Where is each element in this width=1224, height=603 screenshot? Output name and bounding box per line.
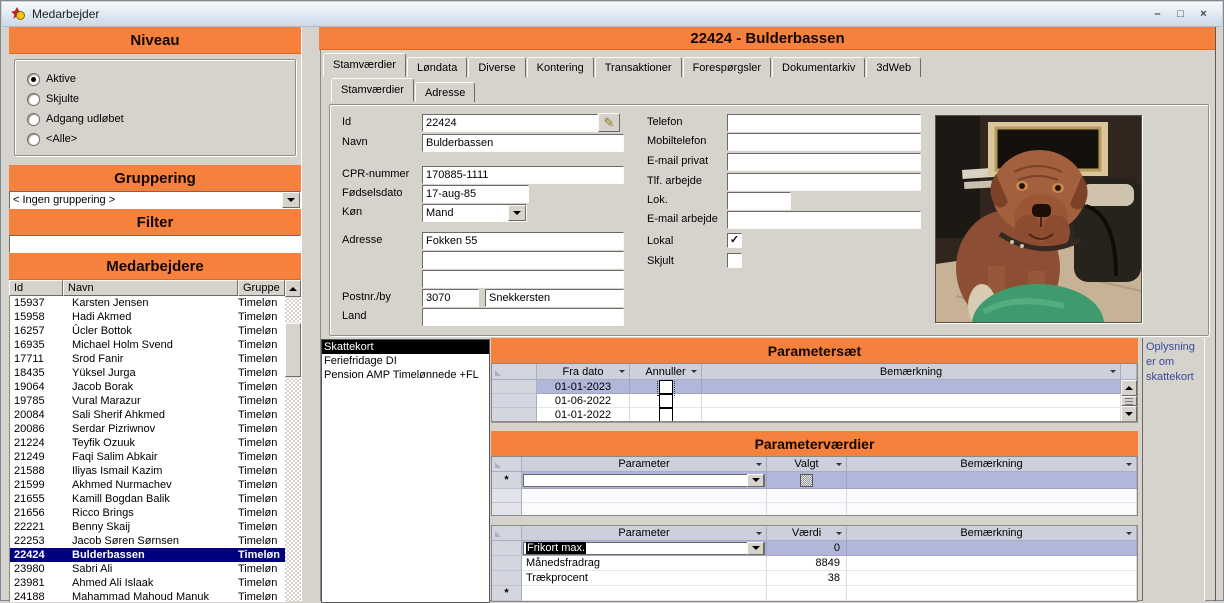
table-row[interactable]: 01-01-2023 [492, 380, 1137, 394]
window-edge [1215, 27, 1216, 601]
mobiltelefon-label: Mobiltelefon [647, 135, 707, 147]
table-row[interactable]: 21655 Kamill Bogdan Balik Timeløn [14, 493, 278, 505]
kon-select[interactable] [422, 204, 527, 222]
telefon-label: Telefon [647, 116, 683, 128]
medarbejdere-header [9, 253, 301, 280]
table-row[interactable]: Trækprocent 38 [492, 571, 1137, 586]
email-privat-label: E-mail privat [647, 155, 709, 167]
parameter-category-list [321, 339, 490, 603]
postnr-by-label: Postnr./by [342, 291, 391, 303]
new-row-marker: * [492, 472, 522, 489]
table-row[interactable]: 20086 Serdar Pizriwnov Timeløn [14, 423, 278, 435]
niveau-radio-option[interactable]: <Alle> [27, 129, 295, 149]
empty-row[interactable] [492, 503, 1137, 516]
column-sort-icon [691, 370, 697, 373]
minimize-button[interactable]: – [1154, 8, 1161, 20]
side-note-panel [1142, 338, 1205, 601]
main-tab[interactable]: Dokumentarkiv [772, 57, 865, 77]
kon-label: Køn [342, 206, 363, 218]
parametervaerdier-grid [491, 456, 1138, 516]
column-sort-icon [836, 463, 842, 466]
adresse-label: Adresse [342, 234, 383, 246]
list-item[interactable]: Feriefridage DI [324, 355, 397, 367]
panel-splitter[interactable] [301, 27, 321, 601]
by-field[interactable] [485, 289, 624, 307]
column-header-id[interactable]: Id [9, 280, 63, 296]
table-row[interactable]: 22253 Jacob Søren Sørnsen Timeløn [14, 535, 278, 547]
gruppering-value: < Ingen gruppering > [13, 194, 116, 206]
land-field[interactable] [422, 308, 624, 326]
table-row[interactable]: 19064 Jacob Borak Timeløn [14, 381, 278, 393]
main-tab[interactable]: Diverse [468, 57, 525, 77]
cpr-label: CPR-nummer [342, 168, 410, 180]
navn-field[interactable] [422, 134, 624, 152]
grid-corner-cell [492, 526, 522, 541]
fodselsdato-field[interactable] [422, 185, 529, 203]
table-row[interactable]: 19785 Vural Marazur Timeløn [14, 395, 278, 407]
grid-corner-icon [495, 462, 501, 468]
parametervaerdier-header [491, 431, 1138, 457]
radio-icon [27, 93, 40, 106]
id-field[interactable] [422, 114, 598, 132]
dropdown-icon[interactable] [747, 474, 764, 487]
column-sort-icon [756, 532, 762, 535]
parametersaet-title: Parametersæt [767, 342, 862, 359]
main-tab[interactable]: 3dWeb [866, 57, 921, 77]
parametersaet-scrollbar[interactable] [1121, 380, 1137, 422]
column-header-fra-dato[interactable]: Fra dato [537, 364, 630, 380]
table-row[interactable]: 15937 Karsten Jensen Timeløn [14, 297, 278, 309]
table-row[interactable]: 15958 Hadi Akmed Timeløn [14, 311, 278, 323]
new-parameter-row[interactable] [492, 586, 1137, 601]
check-icon: ✓ [729, 233, 740, 246]
niveau-radio-option[interactable]: Adgang udløbet [27, 109, 295, 129]
table-row[interactable]: 21224 Teyfik Ozuuk Timeløn [14, 437, 278, 449]
table-row[interactable]: 21588 Iliyas Ismail Kazim Timeløn [14, 465, 278, 477]
niveau-radio-option[interactable]: Aktive [27, 69, 295, 89]
email-arbejde-label: E-mail arbejde [647, 213, 718, 225]
postnr-field[interactable] [422, 289, 479, 307]
dog-photo-illustration [936, 116, 1141, 322]
column-header-valgt[interactable]: Valgt [767, 457, 847, 472]
main-tab[interactable]: Løndata [407, 57, 467, 77]
land-label: Land [342, 310, 367, 322]
filter-title: Filter [136, 213, 174, 231]
scrollbar-thumb[interactable] [1121, 396, 1137, 406]
medarbejdere-title: Medarbejdere [106, 257, 204, 275]
gruppering-title: Gruppering [114, 169, 196, 187]
annuller-checkbox[interactable] [659, 408, 673, 422]
table-row[interactable]: Frikort max. 0 [492, 541, 1137, 556]
lok-label: Lok. [647, 194, 668, 206]
grid-corner-icon [495, 370, 501, 376]
table-row[interactable]: 23980 Sabri Ali Timeløn [14, 563, 278, 575]
title-bar [2, 2, 1222, 27]
dropdown-icon[interactable] [282, 192, 300, 208]
table-row[interactable]: 24188 Mahammad Mahoud Manuk Timeløn [14, 591, 278, 602]
employee-table [9, 296, 286, 602]
parametersaet-grid [491, 363, 1138, 422]
fodselsdato-label: Fødselsdato [342, 187, 403, 199]
dropdown-icon[interactable] [508, 205, 526, 221]
filter-input[interactable] [9, 235, 301, 253]
new-parameter-row[interactable] [492, 472, 1137, 489]
column-header-bemaerkning[interactable]: Bemærkning [847, 457, 1137, 472]
main-tab[interactable]: Stamværdier [323, 53, 406, 77]
window-title: Medarbejder [32, 7, 100, 21]
column-sort-icon [836, 532, 842, 535]
navn-label: Navn [342, 136, 368, 148]
new-row-marker: * [492, 586, 522, 601]
niveau-radio-option[interactable]: Skjulte [27, 89, 295, 109]
app-icon [10, 6, 26, 22]
table-row[interactable]: 22424 Bulderbassen Timeløn [10, 548, 286, 562]
table-row[interactable]: 17711 Srod Fanir Timeløn [14, 353, 278, 365]
side-note-text: Oplysninger om skattekort [1146, 341, 1195, 383]
skjult-checkbox[interactable] [727, 253, 742, 268]
stamvaerdier-groupbox [329, 104, 1209, 336]
table-row[interactable]: 18435 Yüksel Jurga Timeløn [14, 367, 278, 379]
lokal-label: Lokal [647, 235, 674, 247]
niveau-header [9, 27, 301, 54]
id-label: Id [342, 116, 352, 128]
table-row[interactable]: 22221 Benny Skaij Timeløn [14, 521, 278, 533]
table-row[interactable]: 21656 Ricco Brings Timeløn [14, 507, 278, 519]
table-row[interactable]: 21249 Faqi Salim Abkair Timeløn [14, 451, 278, 463]
skjult-label: Skjult [647, 255, 674, 267]
radio-icon [27, 133, 40, 146]
tlf-arbejde-field[interactable] [727, 173, 921, 191]
filter-header [9, 209, 301, 236]
employee-list-scrollbar[interactable] [285, 280, 301, 601]
table-row[interactable]: 21599 Akhmed Nurmachev Timeløn [14, 479, 278, 491]
grid-corner-cell [492, 364, 537, 380]
main-tab[interactable]: Transaktioner [595, 57, 682, 77]
sub-tab[interactable]: Adresse [415, 82, 475, 102]
main-tabstrip [323, 55, 922, 77]
scroll-up-icon[interactable] [1121, 380, 1137, 396]
maximize-button[interactable]: □ [1177, 8, 1184, 20]
niveau-groupbox [14, 59, 296, 156]
table-row[interactable]: 01-01-2022 [492, 408, 1137, 422]
niveau-title: Niveau [130, 31, 180, 49]
adresse-field-2[interactable] [422, 251, 624, 269]
main-tab[interactable]: Forespørgsler [683, 57, 771, 77]
table-row[interactable]: 23981 Ahmed Ali Islaak Timeløn [14, 577, 278, 589]
column-sort-icon [756, 463, 762, 466]
column-header-annuller[interactable]: Annuller [630, 364, 702, 380]
sub-tab[interactable]: Stamværdier [331, 78, 414, 102]
adresse-field-1[interactable] [422, 232, 624, 250]
dropdown-icon[interactable] [747, 542, 764, 555]
column-header-bemaerkning[interactable]: Bemærkning [847, 526, 1137, 541]
window-controls [1149, 7, 1212, 22]
table-row[interactable]: 16257 Ûcler Bottok Timeløn [14, 325, 278, 337]
scroll-up-icon[interactable] [285, 280, 301, 297]
lok-field[interactable] [727, 192, 791, 210]
column-header-parameter[interactable]: Parameter [522, 526, 767, 541]
cpr-field[interactable] [422, 166, 624, 184]
table-row[interactable]: Månedsfradrag 8849 [492, 556, 1137, 571]
parameter-combo[interactable] [523, 474, 765, 487]
parameter-combo[interactable]: Frikort max. [523, 542, 765, 555]
column-header-navn[interactable]: Navn [63, 280, 238, 296]
annuller-checkbox[interactable] [659, 380, 673, 394]
kon-value: Mand [426, 207, 454, 219]
tlf-arbejde-label: Tlf. arbejde [647, 175, 703, 187]
list-item[interactable]: Pension AMP Timelønnede +FL [324, 369, 479, 381]
radio-icon [27, 113, 40, 126]
lokal-checkbox[interactable] [727, 233, 742, 248]
email-arbejde-field[interactable] [727, 211, 921, 229]
parametervaerdier-title: Parameterværdier [754, 435, 875, 452]
sub-tabstrip [331, 81, 476, 102]
column-header-bemaerkning[interactable]: Bemærkning [702, 364, 1121, 380]
radio-icon [27, 73, 40, 86]
column-sort-icon [1110, 370, 1116, 373]
grid-corner-icon [495, 531, 501, 537]
gruppering-header [9, 165, 301, 192]
column-header-vaerdi[interactable]: Værdi [767, 526, 847, 541]
grid-corner-cell [492, 457, 522, 472]
scroll-thumb-grip [1125, 398, 1133, 405]
email-privat-field[interactable] [727, 153, 921, 171]
list-item[interactable]: Skattekort [322, 340, 489, 354]
scroll-down-icon[interactable] [1121, 406, 1137, 422]
employee-title-header [319, 27, 1216, 50]
column-header-gruppe[interactable]: Gruppe [238, 280, 285, 296]
mobiltelefon-field[interactable] [727, 133, 921, 151]
valgt-checkbox[interactable] [800, 474, 813, 487]
adresse-field-3[interactable] [422, 270, 624, 288]
table-row[interactable]: 16935 Michael Holm Svend Timeløn [14, 339, 278, 351]
annuller-checkbox[interactable] [659, 394, 673, 408]
main-tab[interactable]: Kontering [527, 57, 594, 77]
table-row[interactable]: 01-06-2022 [492, 394, 1137, 408]
pencil-icon: ✎ [603, 114, 615, 130]
telefon-field[interactable] [727, 114, 921, 132]
column-sort-icon [1126, 532, 1132, 535]
parametersaet-header [491, 338, 1138, 364]
column-sort-icon [1126, 463, 1132, 466]
table-row[interactable]: 20084 Sali Sherif Ahkmed Timeløn [14, 409, 278, 421]
edit-id-button[interactable] [598, 113, 620, 132]
gruppering-select[interactable] [9, 191, 301, 209]
column-sort-icon [619, 370, 625, 373]
close-button[interactable]: × [1200, 8, 1207, 20]
scrollbar-thumb[interactable] [285, 323, 301, 377]
employee-title: 22424 - Bulderbassen [690, 29, 845, 47]
column-header-parameter[interactable]: Parameter [522, 457, 767, 472]
skattekort-value-grid [491, 525, 1138, 602]
employee-photo [935, 115, 1142, 323]
empty-row[interactable] [492, 489, 1137, 503]
